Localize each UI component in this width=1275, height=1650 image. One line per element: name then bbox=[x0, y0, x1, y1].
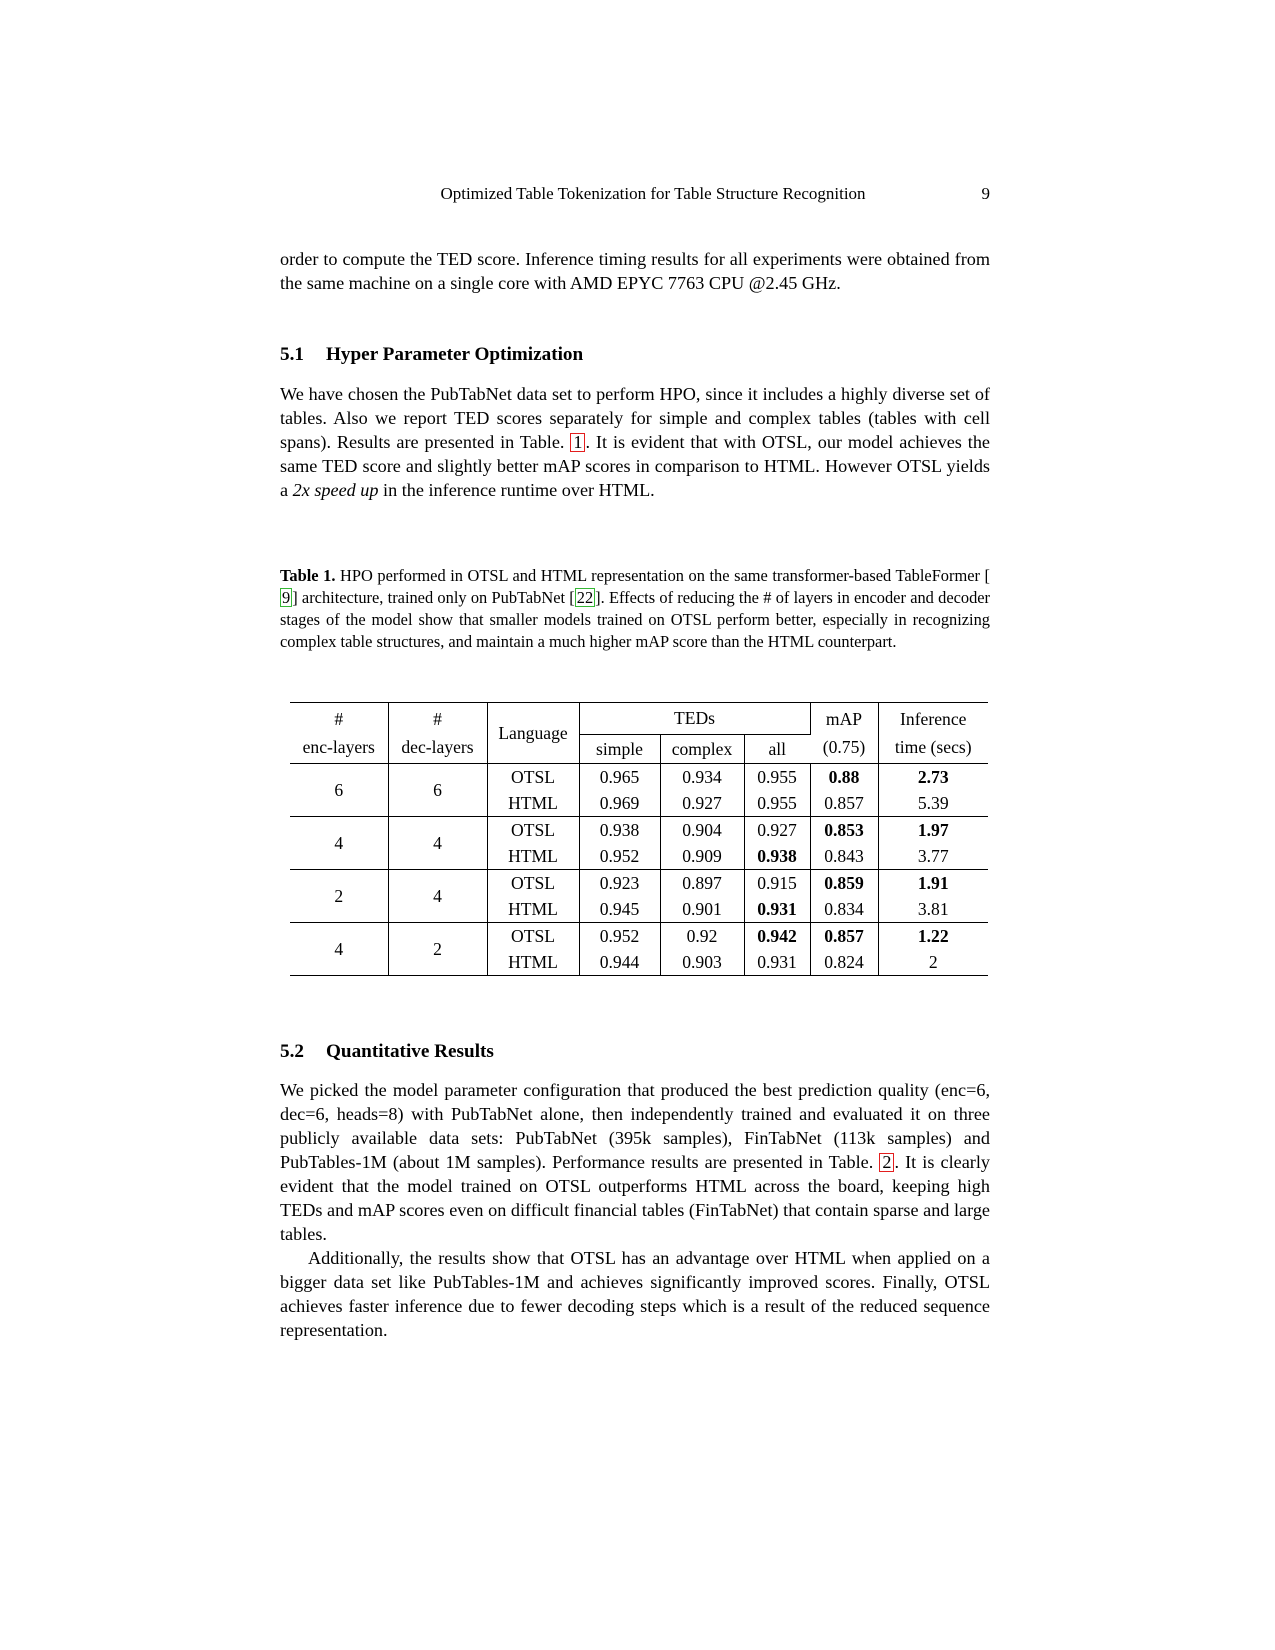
teds-all-cell: 0.955 bbox=[744, 764, 810, 791]
teds-simple-cell: 0.945 bbox=[579, 896, 660, 923]
map-cell: 0.857 bbox=[810, 923, 878, 950]
header-dec-label: dec-layers bbox=[401, 737, 474, 757]
header-map-label: mAP bbox=[825, 709, 863, 729]
map-cell: 0.853 bbox=[810, 817, 878, 844]
enc-layers-cell: 6 bbox=[290, 764, 388, 817]
text-run: HPO performed in OTSL and HTML representation on the same transformer-based TableFormer [ bbox=[340, 566, 990, 585]
teds-simple-cell: 0.938 bbox=[579, 817, 660, 844]
header-enc-hash: # bbox=[334, 709, 344, 729]
teds-simple-cell: 0.923 bbox=[579, 870, 660, 897]
teds-all-cell: 0.938 bbox=[744, 843, 810, 870]
teds-complex-cell: 0.901 bbox=[660, 896, 744, 923]
teds-complex-cell: 0.904 bbox=[660, 817, 744, 844]
teds-simple-cell: 0.969 bbox=[579, 790, 660, 817]
header-inference bbox=[878, 703, 988, 764]
language-cell: HTML bbox=[487, 790, 579, 817]
paragraph-5-1 bbox=[280, 382, 990, 502]
map-cell: 0.88 bbox=[810, 764, 878, 791]
header-map bbox=[810, 703, 878, 764]
teds-all-cell: 0.927 bbox=[744, 817, 810, 844]
language-cell: OTSL bbox=[487, 870, 579, 897]
enc-layers-cell: 2 bbox=[290, 870, 388, 923]
text-run: We have chosen the PubTabNet data set to perform HPO, since it includes a highly diverse set of tables. Also we report TED scores separately for simple and complex tables (tables with cell spans). Results are presented in Table. bbox=[280, 384, 990, 452]
table-row bbox=[290, 870, 988, 897]
intro-text: order to compute the TED score. Inference timing results for all experiments were obtained from the same machine on a single core with AMD EPYC 7763 CPU @2.45 GHz. bbox=[280, 249, 990, 293]
section-5-2-body bbox=[280, 1078, 990, 1342]
caption-label: Table 1. bbox=[280, 566, 336, 585]
text-run: ] architecture, trained only on PubTabNet [ bbox=[292, 587, 575, 607]
header-dec-layers bbox=[388, 703, 487, 764]
teds-complex-cell: 0.927 bbox=[660, 790, 744, 817]
teds-simple-cell: 0.952 bbox=[579, 923, 660, 950]
table-row-group bbox=[290, 764, 988, 817]
paragraph-5-2-first bbox=[280, 1078, 990, 1246]
enc-layers-cell: 4 bbox=[290, 923, 388, 976]
inference-time-cell: 5.39 bbox=[917, 793, 949, 813]
header-teds-all: all bbox=[768, 738, 787, 759]
map-cell: 0.824 bbox=[810, 949, 878, 976]
teds-complex-cell: 0.909 bbox=[660, 843, 744, 870]
teds-all-cell: 0.942 bbox=[744, 923, 810, 950]
header-teds-complex: complex bbox=[660, 735, 744, 764]
header-teds: TEDs bbox=[579, 703, 810, 735]
table-1-reference-link[interactable]: 1 bbox=[570, 433, 585, 452]
header-language: Language bbox=[487, 703, 579, 764]
map-cell: 0.843 bbox=[810, 843, 878, 870]
teds-all-cell: 0.931 bbox=[744, 896, 810, 923]
inference-time-cell: 3.77 bbox=[917, 846, 949, 866]
running-header-title: Optimized Table Tokenization for Table Structure Recognition bbox=[440, 184, 866, 203]
inference-time-cell: 1.91 bbox=[917, 873, 949, 893]
header-map-threshold: (0.75) bbox=[822, 737, 866, 757]
inference-time-cell: 3.81 bbox=[917, 899, 949, 919]
section-5-1-heading bbox=[280, 344, 990, 366]
paragraph-5-2-second: Additionally, the results show that OTSL has an advantage over HTML when applied on a bigger data set like PubTables-1M and achieves significantly improved scores. Finally, OTSL achieves faster inference due to fewer decoding steps which is a result of the reduced sequence representation. bbox=[280, 1248, 990, 1340]
table-row-group bbox=[290, 923, 988, 976]
header-enc-label: enc-layers bbox=[302, 737, 375, 757]
table-row bbox=[290, 764, 988, 791]
header-enc-layers bbox=[290, 703, 388, 764]
dec-layers-cell: 2 bbox=[388, 923, 487, 976]
teds-all-cell: 0.931 bbox=[744, 949, 810, 976]
language-cell: OTSL bbox=[487, 764, 579, 791]
inference-time-cell: 2 bbox=[928, 952, 938, 972]
section-5-2-heading bbox=[280, 1041, 990, 1063]
text-run: ]. Effects of reducing the # of layers in encoder and decoder stages of the model show that smaller models trained on OTSL perform better, especially in recognizing complex table structures, and maintain a much higher mAP score than the HTML counterpart. bbox=[280, 587, 991, 651]
teds-all-cell: 0.915 bbox=[744, 870, 810, 897]
language-cell: HTML bbox=[487, 843, 579, 870]
text-run: in the inference runtime over HTML. bbox=[378, 480, 655, 500]
teds-all-cell: 0.955 bbox=[744, 790, 810, 817]
table-1-caption bbox=[280, 565, 990, 653]
page-number: 9 bbox=[981, 184, 990, 203]
results-table bbox=[290, 702, 988, 976]
emphasized-text: 2x speed up bbox=[292, 480, 379, 500]
language-cell: OTSL bbox=[487, 923, 579, 950]
enc-layers-cell: 4 bbox=[290, 817, 388, 870]
paragraph-intro bbox=[280, 247, 990, 295]
teds-complex-cell: 0.903 bbox=[660, 949, 744, 976]
table-row-group bbox=[290, 817, 988, 870]
dec-layers-cell: 4 bbox=[388, 817, 487, 870]
text-run: We picked the model parameter configuration that produced the best prediction quality (enc=6, dec=6, heads=8) with PubTabNet alone, then independently trained and evaluated it on three publicly available data sets: PubTabNet (395k samples), FinTabNet (113k samples) and PubTables-1M (about 1M samples). Performance results are presented in Table. bbox=[280, 1080, 990, 1172]
dec-layers-cell: 6 bbox=[388, 764, 487, 817]
inference-time-cell: 2.73 bbox=[917, 767, 949, 787]
language-cell: HTML bbox=[487, 949, 579, 976]
header-dec-hash: # bbox=[433, 709, 442, 729]
teds-complex-cell: 0.897 bbox=[660, 870, 744, 897]
section-5-2-number: 5.2 bbox=[280, 1041, 304, 1062]
table-2-reference-link[interactable]: 2 bbox=[879, 1153, 894, 1172]
teds-complex-cell: 0.934 bbox=[660, 764, 744, 791]
teds-simple-cell: 0.965 bbox=[579, 764, 660, 791]
table-row bbox=[290, 923, 988, 950]
text-run: . It is clearly evident that the model trained on OTSL outperforms HTML across the board, keeping high TEDs and mAP scores even on difficult financial tables (FinTabNet) that contain sparse and large tables. bbox=[280, 1152, 990, 1244]
section-5-1-title: Hyper Parameter Optimization bbox=[325, 344, 584, 365]
map-cell: 0.857 bbox=[810, 790, 878, 817]
results-table-header bbox=[290, 703, 988, 764]
running-header bbox=[280, 184, 990, 204]
inference-time-cell: 1.97 bbox=[917, 820, 949, 840]
teds-complex-cell: 0.92 bbox=[660, 923, 744, 950]
inference-time-cell: 1.22 bbox=[917, 926, 949, 946]
table-row bbox=[290, 817, 988, 844]
map-cell: 0.834 bbox=[810, 896, 878, 923]
map-cell: 0.859 bbox=[810, 870, 878, 897]
dec-layers-cell: 4 bbox=[388, 870, 487, 923]
teds-simple-cell: 0.952 bbox=[579, 843, 660, 870]
citation-9-link[interactable]: 9 bbox=[282, 587, 291, 607]
table-row-group bbox=[290, 870, 988, 923]
citation-22-link[interactable]: 22 bbox=[576, 587, 594, 607]
header-inference-unit: time (secs) bbox=[894, 737, 972, 757]
section-5-2-title: Quantitative Results bbox=[325, 1041, 494, 1062]
language-cell: OTSL bbox=[487, 817, 579, 844]
header-inference-label: Inference bbox=[900, 709, 967, 729]
language-cell: HTML bbox=[487, 896, 579, 923]
teds-simple-cell: 0.944 bbox=[579, 949, 660, 976]
header-teds-simple: simple bbox=[579, 735, 660, 764]
section-5-1-number: 5.1 bbox=[280, 344, 304, 365]
text-run: . It is evident that with OTSL, our model achieves the same TED score and slightly better mAP scores in comparison to HTML. However OTSL yields a bbox=[280, 432, 990, 500]
